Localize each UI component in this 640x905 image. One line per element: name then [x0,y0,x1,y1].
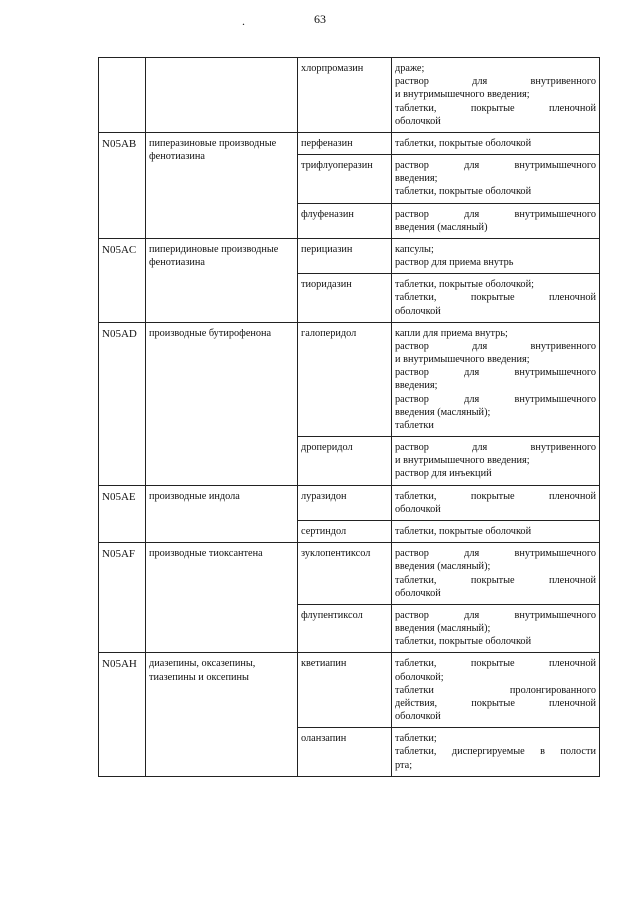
dosage-form-cell [392,520,600,542]
dosage-form-cell [392,437,600,486]
dosage-form-line: таблетки, покрытые пленочной [395,658,596,670]
dosage-form-line: капли для приема внутрь; [395,327,508,339]
dosage-form-line: раствор для внутривенного [395,442,596,454]
drug-name-cell: флуфеназин [298,203,392,238]
drug-group-cell: пиперазиновые производные фенотиазина [146,132,298,238]
dosage-form-line: таблетки, покрытые оболочкой [395,186,532,198]
drug-name-cell: трифлуоперазин [298,155,392,204]
drug-name-cell: флупентиксол [298,604,392,653]
table-row [99,543,600,605]
dosage-form-line: и внутримышечного введения; [395,354,530,366]
dosage-form-cell [392,485,600,520]
dosage-form-cell [392,653,600,728]
dosage-form-line: введения (масляный); [395,623,491,635]
dosage-form-line: введения (масляный); [395,406,491,418]
dosage-form-line: оболочкой; [395,671,444,683]
atc-code-cell: N05AE [99,485,146,543]
drug-group-cell [146,58,298,133]
dosage-form-line: таблетки, покрытые оболочкой [395,636,532,648]
drug-group-cell: производные тиоксантена [146,543,298,653]
drug-name-cell: оланзапин [298,728,392,777]
dosage-form-line: оболочкой [395,587,441,599]
dosage-form-line: введения (масляный) [395,221,488,233]
table-row [99,58,600,133]
page-number: 63 [314,12,326,26]
dosage-form-line: раствор для внутримышечного [395,367,596,379]
dosage-form-cell [392,728,600,777]
dosage-form-line: таблетки, покрытые пленочной [395,292,596,304]
dosage-form-line: оболочкой [395,115,441,127]
dosage-form-line: таблетки; [395,733,437,745]
drug-name-cell: тиоридазин [298,274,392,323]
atc-code-cell: N05AD [99,322,146,485]
dosage-form-line: рта; [395,759,413,771]
dosage-form-line: таблетки, покрытые пленочной [395,102,596,114]
drug-name-cell: сертиндол [298,520,392,542]
dosage-form-line: капсулы; [395,243,434,255]
dosage-form-line: раствор для внутривенного [395,340,596,352]
atc-code-cell [99,58,146,133]
dosage-form-line: раствор для внутривенного [395,76,596,88]
dosage-form-line: раствор для внутримышечного [395,548,596,560]
dosage-form-line: таблетки [395,419,434,431]
drug-name-cell: перфеназин [298,132,392,154]
dosage-form-cell [392,155,600,204]
dosage-form-line: таблетки, покрытые оболочкой [395,525,532,537]
dosage-form-cell [392,322,600,436]
dosage-form-line: таблетки, покрытые пленочной [395,574,596,586]
drug-name-cell: галоперидол [298,322,392,436]
drug-name-cell: дроперидол [298,437,392,486]
drug-group-cell: производные индола [146,485,298,543]
dosage-form-line: раствор для внутримышечного [395,609,596,621]
dosage-form-line: таблетки пролонгированного [395,684,596,696]
drug-group-cell: диазепины, оксазепины, тиазепины и оксепины [146,653,298,776]
dosage-form-line: оболочкой [395,503,441,515]
dosage-form-cell [392,274,600,323]
dosage-form-cell [392,58,600,133]
table-row [99,653,600,728]
dosage-form-cell [392,604,600,653]
dosage-form-cell [392,132,600,154]
dosage-form-cell [392,203,600,238]
dosage-form-cell [392,238,600,273]
table-row [99,132,600,154]
dosage-form-line: введения; [395,380,438,392]
drug-name-cell: кветиапин [298,653,392,728]
drug-name-cell: перициазин [298,238,392,273]
dosage-form-line: раствор для внутримышечного [395,208,596,220]
dosage-form-line: раствор для внутримышечного [395,393,596,405]
dosage-form-line: таблетки, покрытые пленочной [395,490,596,502]
drug-table [98,57,600,777]
dosage-form-line: таблетки, покрытые оболочкой [395,137,532,149]
drug-group-cell: пиперидиновые производные фенотиазина [146,238,298,322]
dosage-form-line: и внутримышечного введения; [395,89,530,101]
dosage-form-line: драже; [395,63,425,74]
table-row [99,322,600,436]
dosage-form-cell [392,543,600,605]
drug-group-cell: производные бутирофенона [146,322,298,485]
table-row [99,238,600,273]
drug-name-cell: зуклопентиксол [298,543,392,605]
atc-code-cell: N05AF [99,543,146,653]
dosage-form-line: введения; [395,173,438,185]
dosage-form-line: раствор для инъекций [395,468,492,480]
page-mark: . [242,14,245,28]
dosage-form-line: введения (масляный); [395,561,491,573]
atc-code-cell: N05AH [99,653,146,776]
drug-name-cell: хлорпромазин [298,58,392,133]
dosage-form-line: действия, покрытые пленочной [395,697,596,709]
table-row [99,485,600,520]
dosage-form-line: оболочкой [395,305,441,317]
atc-code-cell: N05AB [99,132,146,238]
dosage-form-line: и внутримышечного введения; [395,455,530,467]
dosage-form-line: раствор для приема внутрь [395,257,514,269]
dosage-form-line: оболочкой [395,711,441,723]
atc-code-cell: N05AC [99,238,146,322]
dosage-form-line: раствор для внутримышечного [395,160,596,172]
dosage-form-line: таблетки, диспергируемые в полости [395,746,596,758]
drug-name-cell: луразидон [298,485,392,520]
dosage-form-line: таблетки, покрытые оболочкой; [395,279,534,291]
